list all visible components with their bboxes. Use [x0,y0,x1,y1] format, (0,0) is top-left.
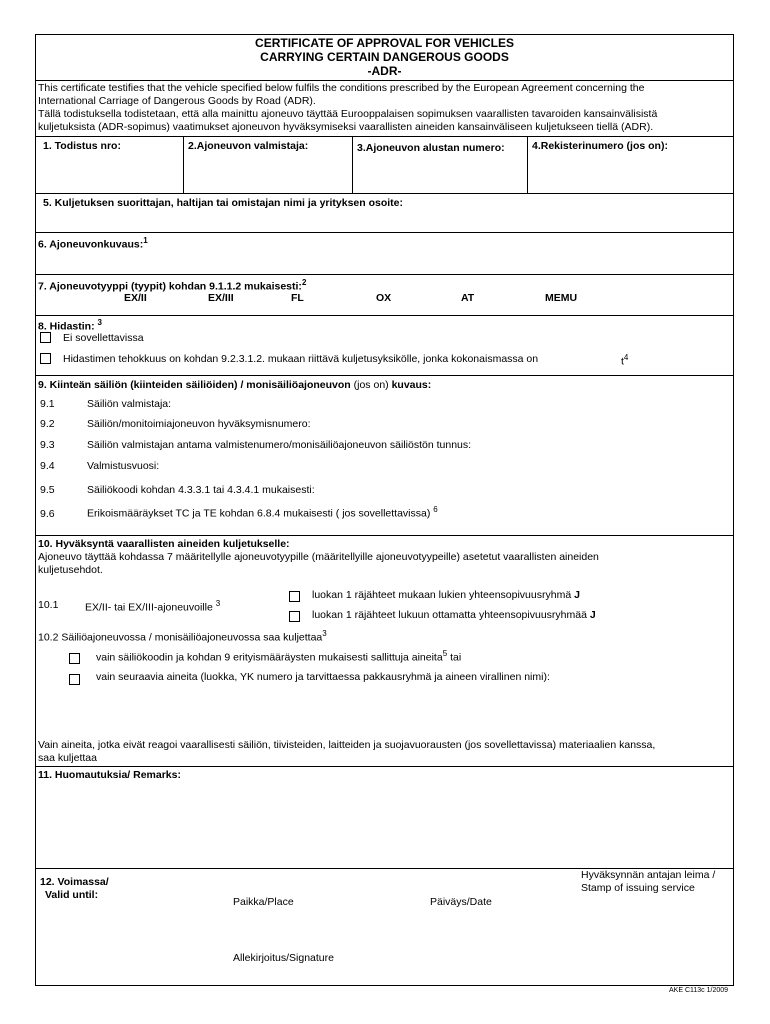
field-manufacturer-label: 2.Ajoneuvon valmistaja: [188,140,309,152]
intro-line-4: kuljetuksista (ADR-sopimus) vaatimukset ajoneuvon hyväksymiseksi vaarallisten aineiden kansainväliseen kuljetukseen tiellä (ADR). [38,121,654,133]
divider [35,80,734,81]
vehicle-type-fl: FL [291,292,304,304]
item-10-1-label: EX/II- tai EX/III-ajoneuvoille $^3$ [85,599,221,614]
explosives-including-j-checkbox[interactable] [289,591,300,602]
explosives-excluding-j-label: luokan 1 räjähteet lukuun ottamatta yhteensopivuusryhmää J [312,609,596,621]
listed-substances-label: vain seuraavia aineita (luokka, YK numero ja tarvittaessa pakkausryhmä ja aineen virallinen nimi): [96,671,550,683]
section-10-description-line-2: kuljetusehdot. [38,564,103,576]
field-certificate-number-label: 1. Todistus nro: [43,140,121,152]
divider [35,232,734,233]
field-chassis-number-label: 3.Ajoneuvon alustan numero: [357,142,505,154]
retarder-mass-unit: $t^4$ [621,353,629,368]
valid-until-label-en: Valid until: [45,889,99,901]
section-10-description-line-1: Ajoneuvo täyttää kohdassa 7 määritellylle ajoneuvotyypille (määritellyille ajoneuvotyypeille) asetetut vaarallisten aineiden [38,551,599,563]
stamp-label-fi: Hyväksynnän antajan leima / [581,869,716,881]
divider [35,535,734,536]
item-9-3-label: Säiliön valmistajan antama valmistenumero/monisäiliöajoneuvon säiliöstön tunnus: [87,439,472,451]
retarder-sufficient-checkbox[interactable] [40,353,51,364]
divider [35,375,734,376]
divider [35,315,734,316]
item-9-6-number: 9.6 [40,508,55,520]
item-9-2-number: 9.2 [40,418,55,430]
tank-code-substances-checkbox[interactable] [69,653,80,664]
section-8-label: 8. Hidastin: $^3$ [38,318,102,333]
item-9-3-number: 9.3 [40,439,55,451]
explosives-excluding-j-checkbox[interactable] [289,611,300,622]
explosives-including-j-label: luokan 1 räjähteet mukaan lukien yhteensopivuusryhmä J [312,589,580,601]
item-10-1-number: 10.1 [38,599,59,611]
section-9-label: 9. Kiinteän säiliön (kiinteiden säiliöiden) / monisäiliöajoneuvon (jos on) kuvaus: [38,379,432,391]
date-label: Päiväys/Date [430,896,492,908]
item-9-2-label: Säiliön/monitoimiajoneuvon hyväksymisnumero: [87,418,311,430]
valid-until-label-fi: 12. Voimassa/ [40,876,109,888]
intro-line-1: This certificate testifies that the vehicle specified below fulfils the conditions prescribed by the European Agreement concerning the [38,82,645,94]
item-9-6-label: Erikoismääräykset TC ja TE kohdan 6.8.4 mukaisesti ( jos sovellettavissa) $^6$ [87,505,438,520]
divider [35,274,734,275]
field-carrier-label: 5. Kuljetuksen suorittajan, haltijan tai omistajan nimi ja yrityksen osoite: [43,197,404,209]
section-11-label: 11. Huomautuksia/ Remarks: [38,769,181,781]
item-9-5-label: Säiliökoodi kohdan 4.3.3.1 tai 4.3.4.1 mukaisesti: [87,484,315,496]
place-label: Paikka/Place [233,896,294,908]
form-code: AKE C113c 1/2009 [669,987,729,994]
item-10-2-label: 10.2 Säiliöajoneuvossa / monisäiliöajoneuvossa saa kuljettaa$^3$ [38,629,327,644]
item-9-4-label: Valmistusvuosi: [87,460,160,472]
field-registration-label: 4.Rekisterinumero (jos on): [532,140,668,152]
item-9-1-number: 9.1 [40,398,55,410]
retarder-not-applicable-label: Ei sovellettavissa [63,332,144,344]
vehicle-type-ex3: EX/III [208,292,234,304]
vehicle-type-ex2: EX/II [124,292,147,304]
retarder-not-applicable-checkbox[interactable] [40,332,51,343]
item-9-5-number: 9.5 [40,484,55,496]
divider [35,766,734,767]
divider [35,193,734,194]
item-9-4-number: 9.4 [40,460,55,472]
vehicle-type-ox: OX [376,292,392,304]
column-divider [352,136,353,193]
signature-label: Allekirjoitus/Signature [233,952,334,964]
tank-code-substances-label: vain säiliökoodin ja kohdan 9 erityismääräysten mukaisesti sallittuja aineita$^5$ tai [96,649,462,664]
section-10-note-line-1: Vain aineita, jotka eivät reagoi vaarallisesti säiliön, tiivisteiden, laitteiden ja suojavuorausten (jos sovellettavissa) materiaalien kanssa, [38,739,656,751]
column-divider [183,136,184,193]
vehicle-type-at: AT [461,292,475,304]
section-10-note-line-2: saa kuljettaa [38,752,97,764]
listed-substances-checkbox[interactable] [69,674,80,685]
section-7-label: 7. Ajoneuvotyyppi (tyypit) kohdan 9.1.1.2 mukaisesti:$^2$ [38,278,307,293]
item-9-1-label: Säiliön valmistaja: [87,398,172,410]
column-divider [527,136,528,193]
title-line-1: CERTIFICATE OF APPROVAL FOR VEHICLES [255,36,514,50]
title-line-2: CARRYING CERTAIN DANGEROUS GOODS [260,50,509,64]
retarder-sufficient-label: Hidastimen tehokkuus on kohdan 9.2.3.1.2. mukaan riittävä kuljetusyksikölle, jonka kokonaismassa on [63,353,539,365]
divider [35,136,734,137]
intro-line-3: Tällä todistuksella todistetaan, että alla mainittu ajoneuvo täyttää Eurooppalaisen sopimuksen vaarallisten tavaroiden kansainvälisistä [38,108,658,120]
vehicle-type-memu: MEMU [545,292,578,304]
intro-line-2: International Carriage of Dangerous Goods by Road (ADR). [38,95,316,107]
section-10-label: 10. Hyväksyntä vaarallisten aineiden kuljetukselle: [38,538,290,550]
title-line-3: -ADR- [367,64,402,78]
field-vehicle-description-label: 6. Ajoneuvonkuvaus:$^1$ [38,236,148,251]
stamp-label-en: Stamp of issuing service [581,882,695,894]
